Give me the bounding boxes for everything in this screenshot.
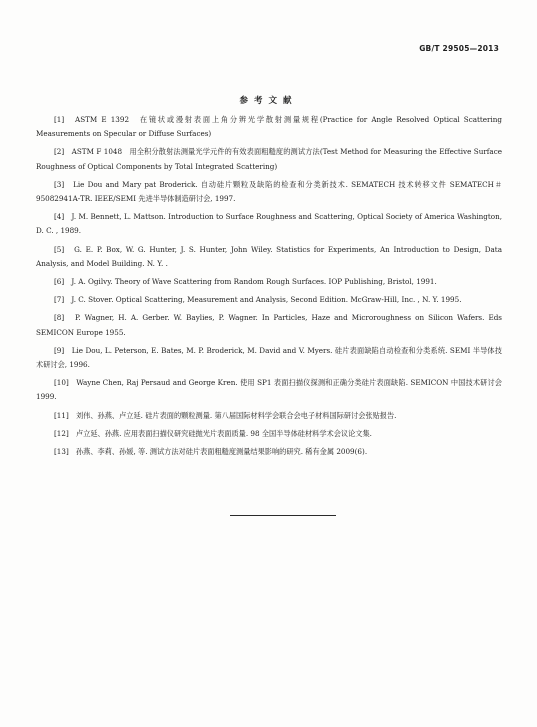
reference-text: J. A. Ogilvy. Theory of Wave Scattering from Random Rough Surfaces. IOP Publishing, Bristol, 1991.	[71, 277, 437, 287]
reference-number: [3]	[54, 179, 65, 189]
reference-item	[36, 445, 502, 459]
reference-item	[36, 145, 502, 173]
reference-item	[36, 344, 502, 372]
reference-number: [1]	[54, 115, 65, 124]
reference-text: 卢立延、孙燕. 应用表面扫描仪研究硅抛光片表面质量. 98 全国半导体硅材料学术会议论文集.	[75, 428, 372, 438]
reference-number: [13]	[54, 447, 69, 457]
reference-item	[36, 311, 502, 339]
reference-text: P. Wagner, H. A. Gerber. W. Baylies, P. Wagner. In Particles, Haze and Microroughness on Silicon Wafers. Eds SEMICON Europe 1955.	[36, 313, 502, 337]
reference-text: Lie Dou, L. Peterson, E. Bates, M. P. Broderick, M. David and V. Myers. 硅片表面缺陷自动检查和分类系统. SEMI 半导体技术研讨会, 1996.	[36, 345, 502, 370]
reference-number: [11]	[54, 410, 69, 420]
reference-text: Wayne Chen, Raj Persaud and George Kren. 使用 SP1 表面扫描仪探测和正确分类硅片表面缺陷. SEMICON 中国技术研讨会 1999.	[36, 378, 502, 402]
reference-item	[36, 409, 502, 423]
reference-text: J. M. Bennett, L. Mattson. Introduction to Surface Roughness and Scattering, Optical Society of America Washington, D. C. , 1989.	[36, 212, 502, 236]
reference-number: [2]	[54, 147, 65, 157]
document-code: GB/T 29505—2013	[419, 44, 499, 53]
reference-text: G. E. P. Box, W. G. Hunter, J. S. Hunter, John Wiley. Statistics for Experiments, An Introduction to Design, Data Analysis, and Model Building. N. Y. .	[36, 244, 502, 268]
reference-number: [9]	[54, 345, 65, 355]
reference-text: 刘伟、孙燕、卢立延. 硅片表面的颗粒测量. 第八届国际材料学会联合会电子材料国际研讨会张贴报告.	[75, 410, 397, 420]
reference-number: [12]	[54, 428, 69, 438]
reference-number: [7]	[54, 295, 65, 305]
section-title: 参考文献	[239, 96, 298, 106]
end-divider	[230, 515, 336, 516]
reference-text: ASTM E 1392 在镜状或漫射表面上角分辨光学散射测量规程(Practice for Angle Resolved Optical Scattering Measurements on Specular or Diffuse Surfaces)	[36, 115, 502, 139]
reference-item	[36, 178, 502, 206]
reference-text: Lie Dou and Mary pat Broderick. 自动硅片颗粒及缺陷的检查和分类新技术. SEMATECH 技术转移文件 SEMATECH＃95082941A-TR. IEEE/SEMI 先进半导体制造研讨会, 1997.	[36, 179, 502, 204]
reference-number: [4]	[54, 212, 65, 222]
reference-number: [8]	[54, 313, 65, 323]
reference-number: [6]	[54, 277, 65, 287]
reference-list	[36, 113, 502, 463]
reference-text: ASTM F 1048 用全积分散射法测量光学元件的有效表面粗糙度的测试方法(Test Method for Measuring the Effective Surface Roughness of Optical Components by Total Integrated Scattering)	[36, 147, 502, 171]
reference-item	[36, 293, 502, 307]
reference-text: 孙燕、李莉、孙媛, 等. 测试方法对硅片表面粗糙度测量结果影响的研究. 稀有金属 2009(6).	[75, 447, 368, 457]
reference-item	[36, 243, 502, 271]
reference-item	[36, 376, 502, 404]
reference-item	[36, 210, 502, 238]
reference-text: J. C. Stover. Optical Scattering, Measurement and Analysis, Second Edition. McGraw-Hill, Inc. , N. Y. 1995.	[71, 295, 462, 305]
reference-number: [10]	[54, 378, 69, 388]
reference-item	[36, 113, 502, 141]
reference-item	[36, 427, 502, 441]
reference-item	[36, 275, 502, 289]
reference-number: [5]	[54, 244, 65, 254]
